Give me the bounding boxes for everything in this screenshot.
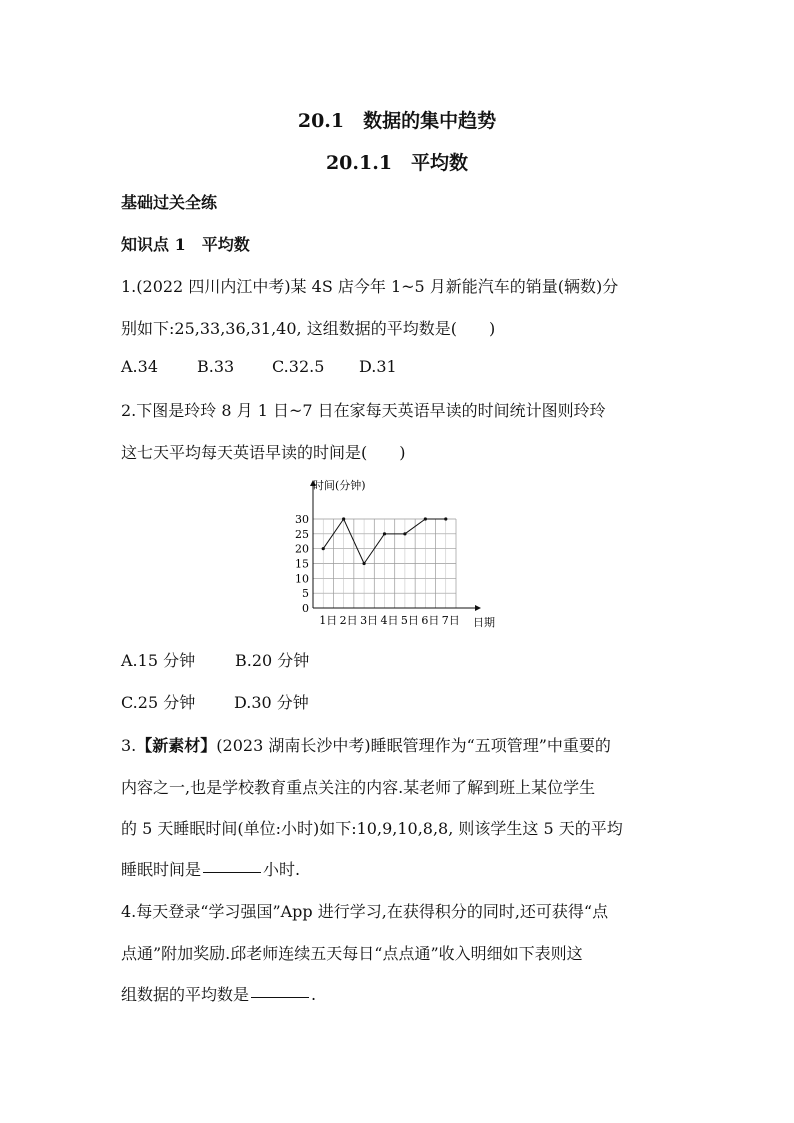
data-point [383,532,386,535]
data-point [403,532,406,535]
q3-line4-before: 睡眠时间是 [121,860,202,879]
q4-line3 [121,982,316,1005]
q1-options [121,357,397,376]
q2-options-row2 [121,690,309,713]
q3-line2: 内容之一,也是学校教育重点关注的内容.某老师了解到班上某位学生 [121,778,596,797]
reading-time-line-chart [285,474,515,632]
q1-line1: 1.(2022 四川内江中考)某 4S 店今年 1~5 月新能汽车的销量(辆数)分 [121,277,619,296]
x-tick-label: 4日 [380,614,399,627]
q1-line2: 别如下:25,33,36,31,40, 这组数据的平均数是( ) [121,319,496,338]
q4-line2: 点通”附加奖励.邱老师连续五天每日“点点通”收入明细如下表则这 [121,944,583,963]
q4-line3-after: . [311,985,317,1004]
q1-option-c: C.32.5 [272,357,325,376]
y-tick-label: 0 [302,602,309,615]
q4-line1: 4.每天登录“学习强国”App 进行学习,在获得积分的同时,还可获得“点 [121,902,609,921]
chart-axes [310,480,481,611]
x-axis-arrow [475,605,481,611]
q3-line4-after: 小时. [263,860,301,879]
x-tick-label: 6日 [421,614,440,627]
q1-option-d: D.31 [359,357,397,376]
y-tick-labels [295,513,309,615]
q3-line4 [121,857,300,880]
data-point [362,562,365,565]
y-tick-label: 10 [295,572,309,586]
y-tick-label: 5 [302,587,309,601]
x-tick-label: 5日 [400,614,419,627]
data-point [322,547,325,550]
x-tick-label: 2日 [339,614,358,627]
q2-options-row1 [121,648,309,671]
q3-answer-blank[interactable] [203,871,261,873]
section-title: 20.1 数据的集中趋势 [297,110,497,132]
q3-line3: 的 5 天睡眠时间(单位:小时)如下:10,9,10,8,8, 则该学生这 5 天的平均 [121,819,623,838]
x-tick-label: 1日 [319,614,338,627]
data-point [424,517,427,520]
q3-line1 [121,733,611,756]
y-axis-label: 时间(分钟) [313,479,366,492]
practice-heading: 基础过关全练 [121,193,218,212]
q3-number: 3. [121,736,137,755]
y-tick-label: 30 [295,513,309,526]
q2-line2: 这七天平均每天英语早读的时间是( ) [121,443,406,462]
data-point [342,517,345,520]
q2-option-b: B.20 分钟 [235,651,310,670]
y-tick-label: 20 [295,542,309,556]
q2-option-a: A.15 分钟 [121,651,196,670]
subsection-title: 20.1.1 平均数 [325,152,469,174]
x-tick-label: 3日 [360,614,379,627]
x-tick-label: 7日 [441,614,460,627]
q3-new-material-tag: 【新素材】 [136,736,217,755]
q2-option-c: C.25 分钟 [121,693,196,712]
knowledge-point-heading: 知识点 1 平均数 [121,235,250,254]
q2-line1: 2.下图是玲玲 8 月 1 日~7 日在家每天英语早读的时间统计图则玲玲 [121,401,606,420]
x-tick-labels [319,614,460,627]
q4-answer-blank[interactable] [251,996,309,998]
q2-option-d: D.30 分钟 [234,693,309,712]
q3-line1-text: (2023 湖南长沙中考)睡眠管理作为“五项管理”中重要的 [216,736,611,755]
q1-option-b: B.33 [197,357,235,376]
y-tick-label: 15 [295,557,309,571]
q4-line3-before: 组数据的平均数是 [121,985,250,1004]
q1-option-a: A.34 [121,357,158,376]
x-axis-label: 日期 [473,616,495,629]
data-point [444,517,447,520]
y-tick-label: 25 [295,527,309,541]
